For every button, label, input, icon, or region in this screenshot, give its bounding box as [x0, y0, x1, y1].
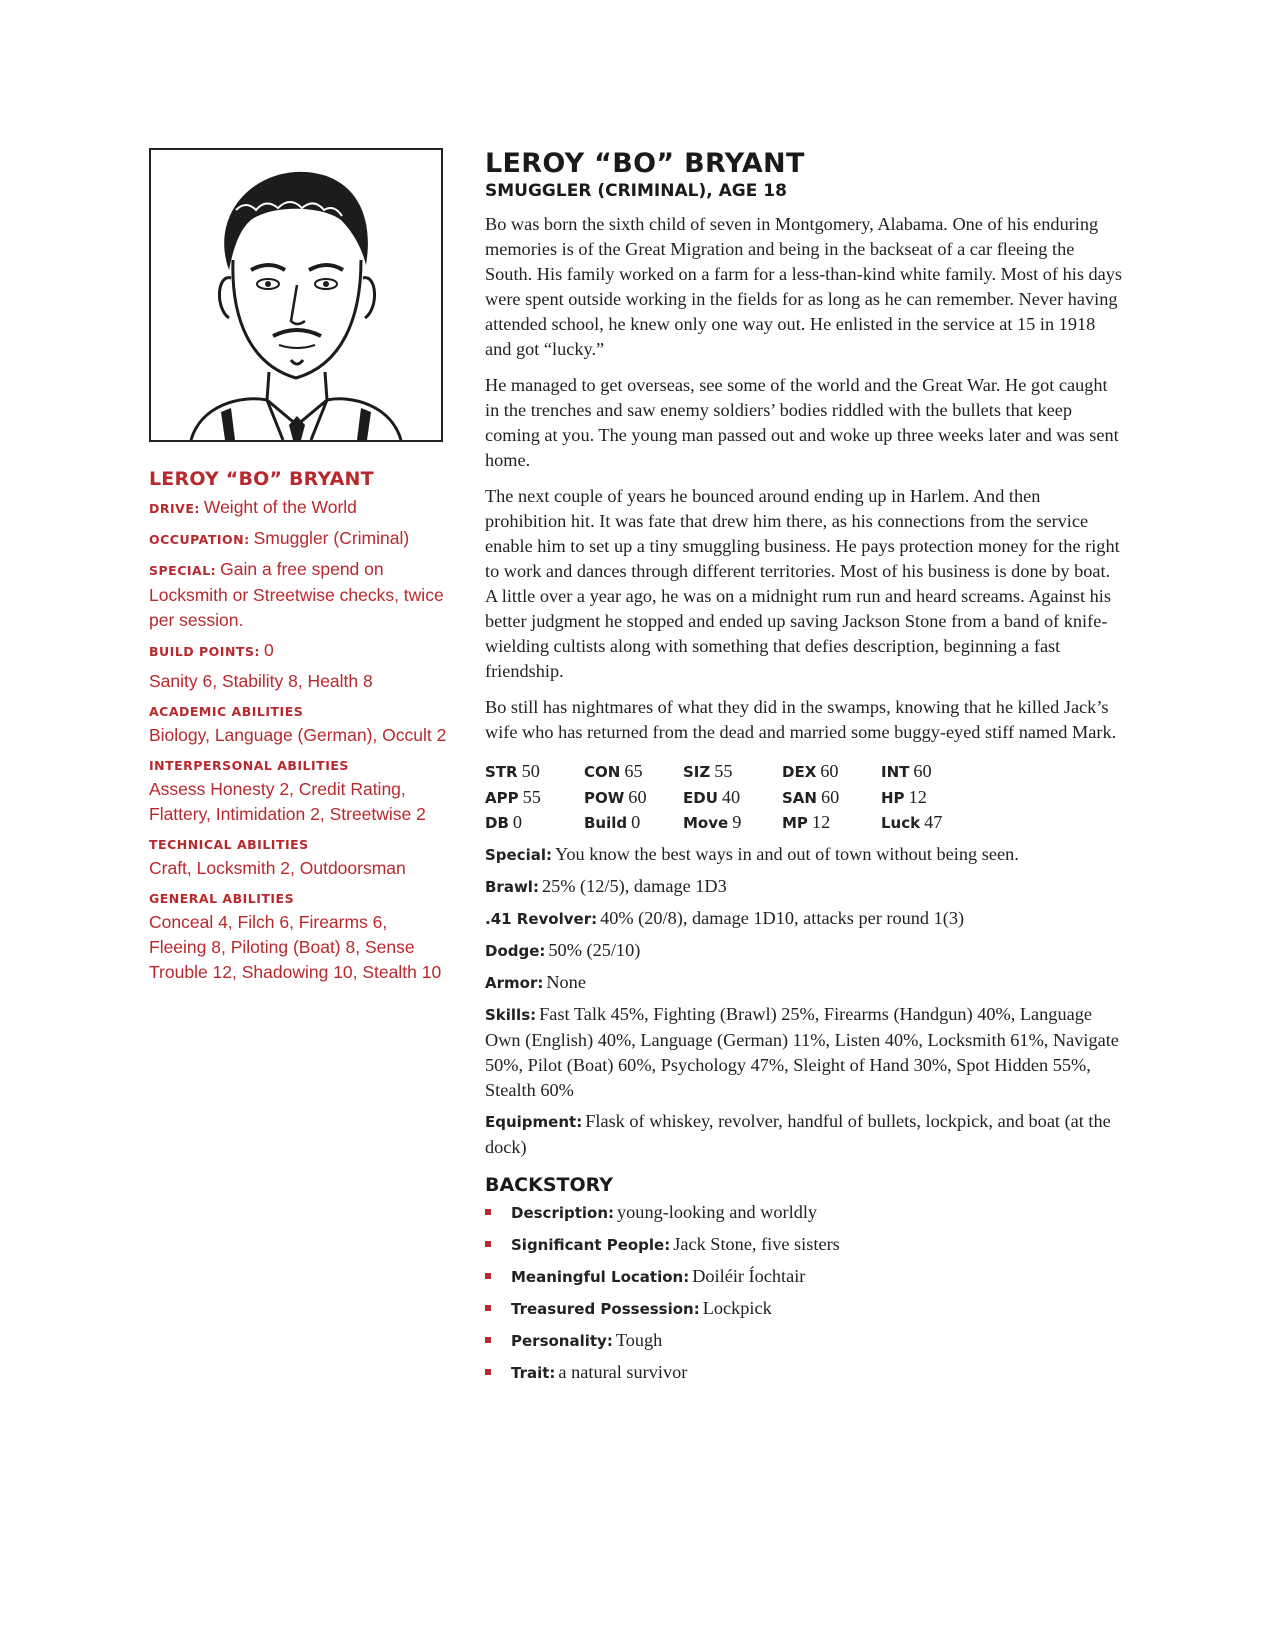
special-label: SPECIAL: — [149, 563, 217, 578]
bullet-icon — [485, 1209, 491, 1215]
bullet-icon — [485, 1305, 491, 1311]
stat-app: APP 55 — [485, 786, 541, 807]
stat-db: DB 0 — [485, 812, 523, 832]
stat-con: CON 65 — [584, 761, 643, 781]
stat-mp: MP 12 — [782, 812, 831, 832]
academic-abilities-heading: ACADEMIC ABILITIES — [149, 704, 304, 719]
stat-move: Move 9 — [683, 812, 742, 832]
bio-paragraph: He managed to get overseas, see some of the world and the Great War. He got caught in the trenches and saw enemy soldiers’ bodies riddled with the bullets that keep coming at you. The young man passed out and woke up three weeks later and was sent home. — [485, 375, 1119, 470]
bio-paragraph: Bo still has nightmares of what they did in the swamps, knowing that he killed Jack’s wife who has returned from the dead and married some buggy-eyed stiff named Mark. — [485, 697, 1117, 742]
bio-paragraph: Bo was born the sixth child of seven in Montgomery, Alabama. One of his enduring memories is of the Great Migration and being in the backseat of a car fleeing the South. His family worked on a farm for a less-than-kind white family. Most of his days were spent outside working in the fields for as long as he can remember. Never having attended school, he knew only one way out. He enlisted in the service at 15 in 1918 and got “lucky.” — [485, 214, 1123, 359]
backstory-heading: BACKSTORY — [485, 1173, 613, 1196]
general-abilities-list: Conceal 4, Filch 6, Firearms 6, Fleeing 8, Piloting (Boat) 8, Sense Trouble 12, Shadowing 10, Stealth 10 — [149, 912, 442, 982]
sidebar-drive — [149, 495, 449, 521]
drive-label: DRIVE: — [149, 501, 200, 516]
sidebar-health-line: Sanity 6, Stability 8, Health 8 — [149, 671, 373, 691]
list-item: Significant People: Jack Stone, five sisters — [485, 1232, 1125, 1258]
page-subtitle: SMUGGLER (CRIMINAL), AGE 18 — [485, 181, 787, 201]
sidebar-occupation — [149, 526, 449, 552]
academic-abilities-list: Biology, Language (German), Occult 2 — [149, 725, 447, 745]
bullet-icon — [485, 1241, 491, 1247]
drive-value: Weight of the World — [203, 497, 357, 517]
bio-paragraph: The next couple of years he bounced around ending up in Harlem. And then prohibition hit. It was fate that drew him there, as his connections from the service enable him to set up a tiny smuggling business. He pays protection money for the right to work and dances through different territories. Most of his business is done by boat. A little over a year ago, he was on a midnight rum run and heard screams. Against his better judgment he stopped and ended up saving Jackson Stone from a band of knife-wielding cultists along with something that defies description, beginning a fast friendship. — [485, 486, 1120, 681]
brawl-line: Brawl: 25% (12/5), damage 1D3 — [485, 875, 727, 896]
revolver-line: .41 Revolver: 40% (20/8), damage 1D10, attacks per round 1(3) — [485, 907, 965, 928]
stat-hp: HP 12 — [881, 786, 927, 807]
sidebar-build-points — [149, 638, 449, 664]
list-item: Trait: a natural survivor — [485, 1360, 1125, 1386]
bullet-icon — [485, 1273, 491, 1279]
bullet-icon — [485, 1369, 491, 1375]
interpersonal-abilities-heading: INTERPERSONAL ABILITIES — [149, 758, 349, 773]
portrait-illustration — [151, 150, 441, 440]
character-portrait — [149, 148, 443, 442]
stat-build: Build 0 — [584, 812, 641, 832]
general-abilities-heading: GENERAL ABILITIES — [149, 891, 295, 906]
list-item: Treasured Possession: Lockpick — [485, 1296, 1125, 1322]
stat-pow: POW 60 — [584, 786, 647, 807]
sidebar — [149, 148, 449, 985]
dodge-line: Dodge: 50% (25/10) — [485, 939, 641, 960]
stat-siz: SIZ 55 — [683, 761, 733, 781]
stat-dex: DEX 60 — [782, 761, 839, 781]
interpersonal-abilities-list: Assess Honesty 2, Credit Rating, Flattery, Intimidation 2, Streetwise 2 — [149, 779, 426, 824]
list-item: Description: young-looking and worldly — [485, 1200, 1125, 1226]
technical-abilities-heading: TECHNICAL ABILITIES — [149, 837, 309, 852]
equipment-line: Equipment: Flask of whiskey, revolver, handful of bullets, lockpick, and boat (at the dock) — [485, 1110, 1111, 1157]
sidebar-special — [149, 557, 449, 633]
main-content — [485, 148, 1125, 1392]
special-line: Special: You know the best ways in and out of town without being seen. — [485, 843, 1019, 864]
skills-line: Skills: Fast Talk 45%, Fighting (Brawl) 25%, Firearms (Handgun) 40%, Language Own (English) 40%, Language (German) 11%, Listen 40%, Locksmith 61%, Navigate 50%, Pilot (Boat) 60%, Psychology 47%, Sleight of Hand 30%, Spot Hidden 55%, Stealth 60% — [485, 1003, 1119, 1100]
backstory-list — [485, 1200, 1125, 1386]
bullet-icon — [485, 1337, 491, 1343]
technical-abilities-list: Craft, Locksmith 2, Outdoorsman — [149, 858, 406, 878]
stat-san: SAN 60 — [782, 786, 840, 807]
stat-block — [485, 759, 1125, 836]
armor-line: Armor: None — [485, 971, 586, 992]
occupation-value: Smuggler (Criminal) — [253, 528, 410, 548]
list-item: Personality: Tough — [485, 1328, 1125, 1354]
occupation-label: OCCUPATION: — [149, 532, 250, 547]
stat-edu: EDU 40 — [683, 786, 741, 807]
stat-luck: Luck 47 — [881, 812, 943, 832]
sidebar-character-name: LEROY “BO” BRYANT — [149, 468, 374, 490]
stat-str: STR 50 — [485, 761, 540, 781]
stat-int: INT 60 — [881, 761, 932, 781]
build-points-label: BUILD POINTS: — [149, 644, 260, 659]
list-item: Meaningful Location: Doiléir Íochtair — [485, 1264, 1125, 1290]
page-title: LEROY “BO” BRYANT — [485, 148, 805, 179]
build-points-value: 0 — [263, 640, 274, 660]
special-value: Gain a free spend on Locksmith or Streetwise checks, twice per session. — [149, 559, 444, 630]
